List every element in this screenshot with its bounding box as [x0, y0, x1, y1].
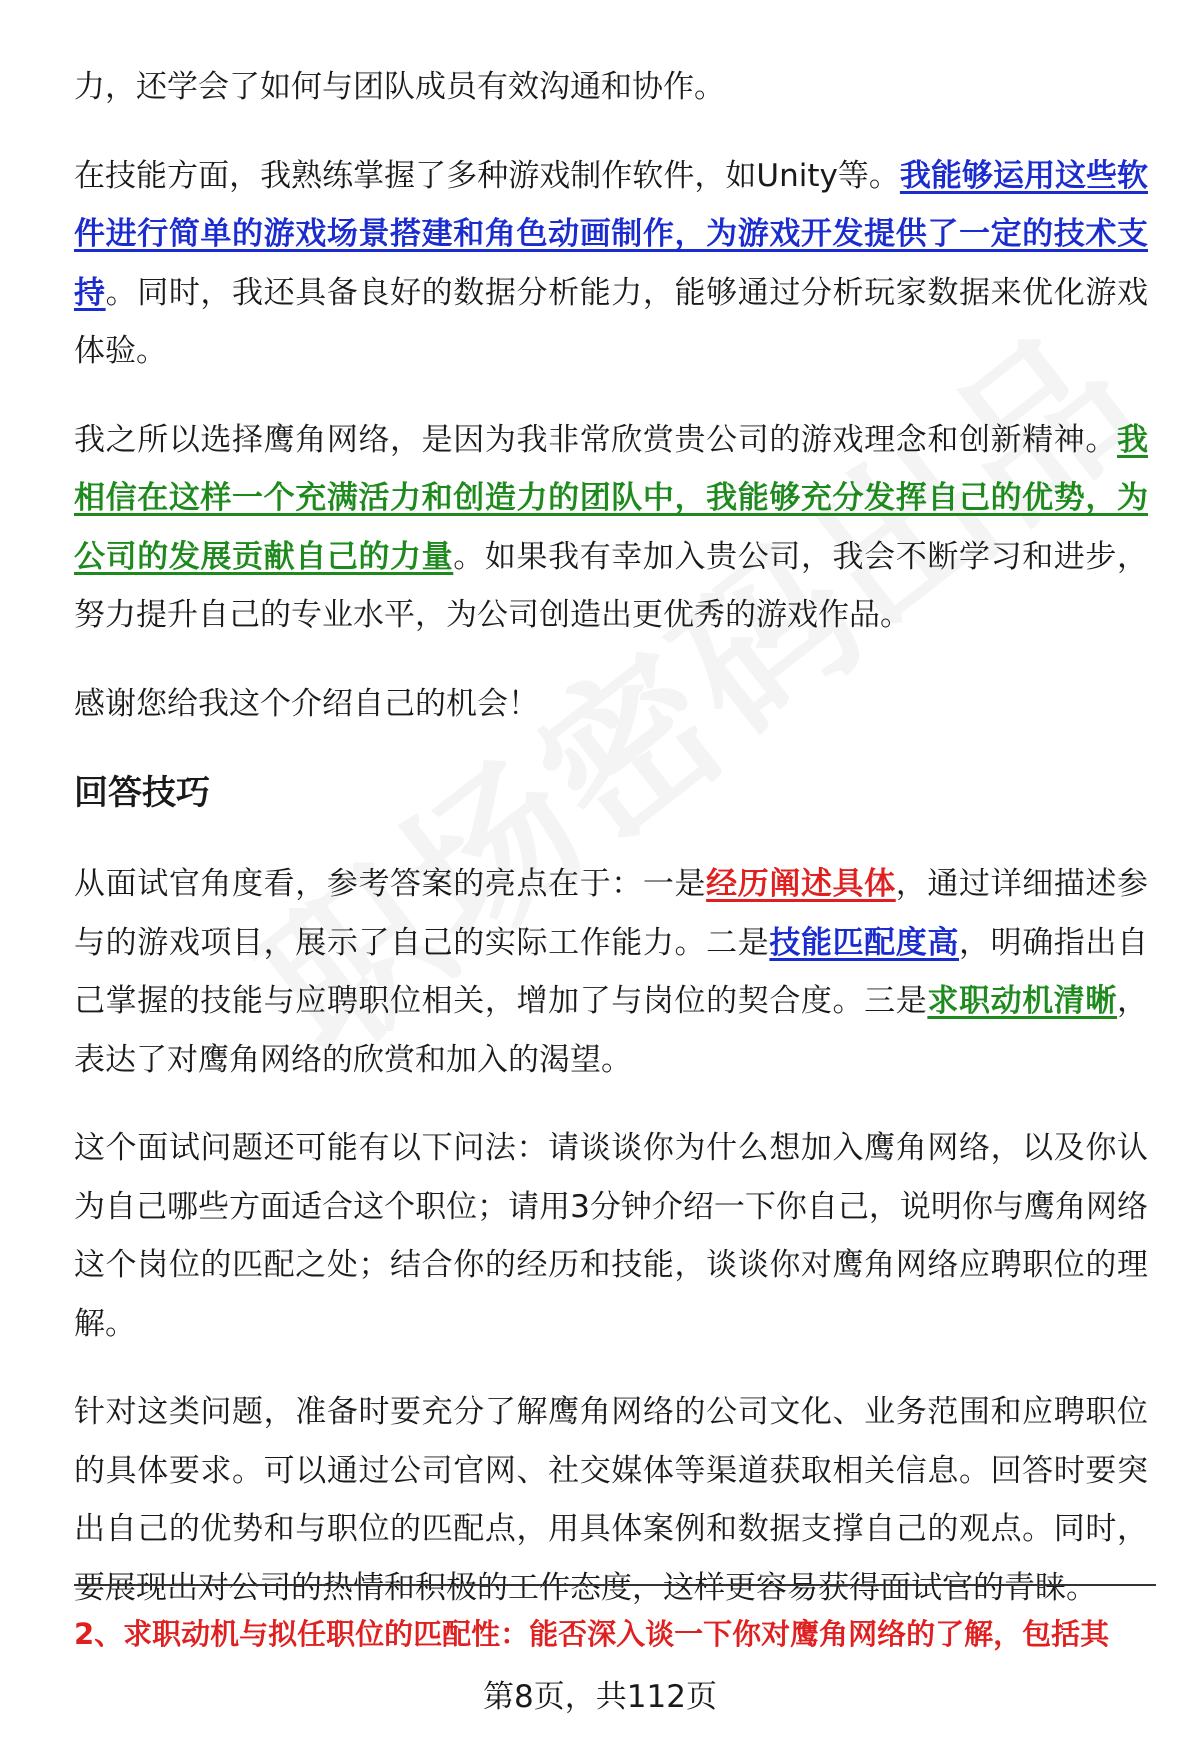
tips-section [74, 855, 1148, 1617]
section-heading: 回答技巧 [74, 773, 210, 813]
body-text: 力，还学会了如何与团队成员有效沟通和协作。 [74, 69, 725, 105]
body-text: 这个面试问题还可能有以下问法：请谈谈你为什么想加入鹰角网络，以及你认为自己哪些方面适合这个职位；请用3分钟介绍一下你自己，说明你与鹰角网络这个岗位的匹配之处；结合你的经历和技能，谈谈你对鹰角网络应聘职位的理解。 [74, 1130, 1148, 1342]
document-body [74, 58, 1148, 1647]
body-text: 在技能方面，我熟练掌握了多种游戏制作软件，如Unity等。 [74, 157, 900, 194]
divider [74, 1584, 1156, 1586]
page-number: 第8页，共112页 [483, 1679, 717, 1715]
next-question: 2、求职动机与拟任职位的匹配性：能否深入谈一下你对鹰角网络的了解，包括其 [74, 1617, 1110, 1651]
answer-section [74, 58, 1148, 733]
answer-paragraph [74, 411, 1148, 645]
body-text: 从面试官角度看，参考答案的亮点在于：一是 [74, 866, 707, 902]
answer-paragraph [74, 147, 1148, 381]
body-text: 。如果我有幸加入贵公司，我会不断学习和进步，努力提升自己的专业水平，为公司创造出更优秀的游戏作品。 [74, 538, 1149, 633]
highlight-text: 求职动机清晰 [927, 983, 1118, 1019]
body-text: 我之所以选择鹰角网络，是因为我非常欣赏贵公司的游戏理念和创新精神。 [74, 421, 1117, 458]
body-text: 。同时，我还具备良好的数据分析能力，能够通过分析玩家数据来优化游戏体验。 [74, 274, 1148, 369]
body-text: 感谢您给我这个介绍自己的机会！ [74, 685, 539, 722]
body-text: 针对这类问题，准备时要充分了解鹰角网络的公司文化、业务范围和应聘职位的具体要求。可以通过公司官网、社交媒体等渠道获取相关信息。回答时要突出自己的优势和与职位的匹配点，用具体案例和数据支撑自己的观点。同时，要展现出对公司的热情和积极的工作态度，这样更容易获得面试官的青睐。 [74, 1394, 1148, 1606]
answer-paragraph [74, 58, 1148, 117]
body-text: ，表达了对鹰角网络的欣赏和加入的渴望。 [74, 983, 1149, 1078]
highlight-text: 我能够运用这些软件进行简单的游戏场景搭建和角色动画制作，为游戏开发提供了一定的技术支持 [74, 157, 1149, 311]
body-text: ，明确指出自己掌握的技能与应聘职位相关，增加了与岗位的契合度。三是 [74, 924, 1149, 1019]
tips-paragraph [74, 1119, 1148, 1353]
answer-paragraph [74, 675, 1148, 734]
tips-paragraph [74, 855, 1148, 1089]
body-text: ，通过详细描述参与的游戏项目，展示了自己的实际工作能力。二是 [74, 866, 1149, 961]
highlight-text: 我相信在这样一个充满活力和创造力的团队中，我能够充分发挥自己的优势，为公司的发展贡献自己的力量 [74, 421, 1148, 575]
tips-paragraph [74, 1383, 1148, 1617]
highlight-text: 技能匹配度高 [769, 924, 959, 961]
highlight-text: 经历阐述具体 [706, 866, 896, 902]
